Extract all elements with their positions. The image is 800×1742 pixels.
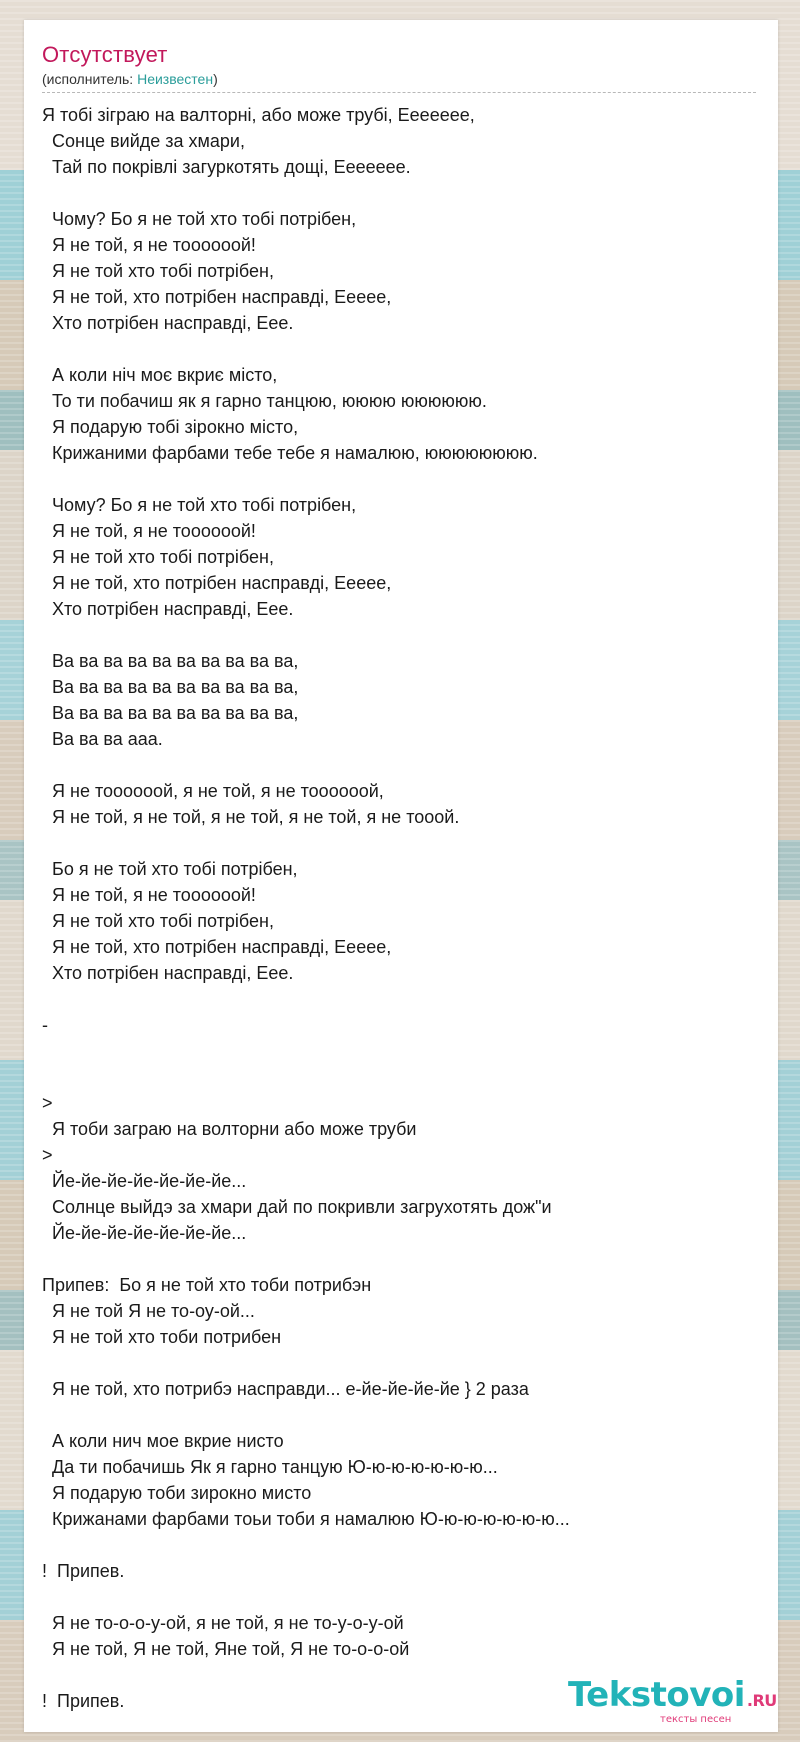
lyrics-text: Я тобі зіграю на валторні, або може трубі, Еееееее, Сонце вийде за хмари, Тай по покрівлі загуркотять дощі, Еееееее. Чому? Бо я не той хто тобі потрібен, Я не той, я не тоооооой! Я не той хто тобі потрібен, Я не той, хто потрібен насправді, Еееее, Хто потрібен насправді, Еее. А коли ніч моє вкриє місто, То ти побачиш як я гарно танцюю, юююю юююююю. Я подарую тобі зірокно місто, Крижаними фарбами тебе тебе я намалюю, юююююююю. Чому? Бо я не той хто тобі потрібен, Я не той, я не тоооооой! Я не той хто тобі потрібен, Я не той, хто потрібен насправді, Еееее, Хто потрібен насправді, Еее. Ва ва ва ва ва ва ва ва ва ва, Ва ва ва ва ва ва ва ва ва ва, Ва ва ва ва ва ва ва ва ва ва, Ва ва ва ааа. Я не тоооооой, я не той, я не тоооооой, Я не той, я не той, я не той, я не той, я не тооой. Бо я не той хто тобі потрібен, Я не той, я не тоооооой! Я не той хто тобі потрібен, Я не той, хто потрібен насправді, Еееее, Хто потрібен насправді, Еее. - > Я тоби заграю на волторни або може труби > Йе-йе-йе-йе-йе-йе-йе... Солнце выйдэ за хмари дай по покривли загрухотять дож"и Йе-йе-йе-йе-йе-йе-йе... Припев: Бо я не той хто тоби потрибэн Я не той Я не то-оу-ой... Я не той хто тоби потрибен Я не той, хто потрибэ насправди... е-йе-йе-йе-йе } 2 раза А коли нич мое вкрие нисто Да ти побачишь Як я гарно танцую Ю-ю-ю-ю-ю-ю-ю... Я подарую тоби зирокно мисто Крижанами фарбами тоьи тоби я намалюю Ю-ю-ю-ю-ю-ю-ю... ! Припев. Я не то-о-о-у-ой, я не той, я не то-у-о-у-ой Я не той, Я не той, Яне той, Я не то-о-о-ой ! Припев. <box>42 105 570 1711</box>
logo-tagline: тексты песен <box>660 1714 732 1725</box>
logo-brand: Tekstovoi <box>568 1675 745 1715</box>
site-logo <box>568 1675 777 1718</box>
artist-link[interactable]: Неизвестен <box>137 71 214 87</box>
header-divider <box>42 92 756 93</box>
song-header <box>42 42 758 88</box>
artist-line <box>42 70 758 88</box>
song-title: Отсутствует <box>42 42 168 67</box>
logo-tld: .RU <box>746 1691 777 1710</box>
lyrics-card <box>24 20 778 1732</box>
artist-prefix: (исполнитель: <box>42 71 138 87</box>
artist-suffix: ) <box>213 71 218 87</box>
